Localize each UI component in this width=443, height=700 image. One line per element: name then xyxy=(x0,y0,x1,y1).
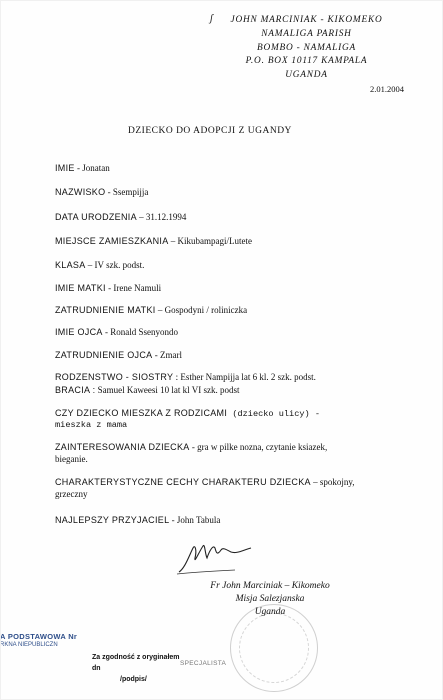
field-imie-ojca xyxy=(55,327,178,338)
field-label: ZAINTERESOWANIA DZIECKA xyxy=(55,442,190,452)
field-label: RODZENSTWO - SIOSTRY xyxy=(55,372,174,382)
letterhead xyxy=(204,14,409,97)
field-label: IMIE MATKI xyxy=(55,283,106,293)
signature-line: Misja Salezjanska xyxy=(235,594,305,604)
field-label: ZATRUDNIENIE OJCA xyxy=(55,350,153,360)
specialist-stamp: SPECJALISTA xyxy=(180,660,227,667)
field-label: NAJLEPSZY PRZYJACIEL xyxy=(55,515,170,525)
letterhead-line: JOHN MARCINIAK - KIKOMEKO xyxy=(230,15,383,25)
field-zatrudnienie-ojca xyxy=(55,350,182,361)
field-imie xyxy=(55,163,110,174)
signature-block xyxy=(205,580,335,619)
field-cechy-continuation xyxy=(55,489,87,500)
field-zatrudnienie-matki xyxy=(55,305,247,316)
stamp-text: A PODSTAWOWA Nr xyxy=(0,632,78,641)
field-value: – Gospodyni / roliniczka xyxy=(155,305,248,315)
document-title: DZIECKO DO ADOPCJI Z UGANDY xyxy=(128,126,292,136)
field-label: KLASA xyxy=(55,260,86,270)
field-value: grzeczny xyxy=(55,489,88,499)
field-label: CZY DZIECKO MIESZKA Z RODZICAMI xyxy=(55,408,228,418)
handwritten-signature xyxy=(175,538,255,578)
school-stamp xyxy=(0,633,78,700)
letterhead-line: P.O. BOX 10117 KAMPALA xyxy=(245,56,368,67)
letterhead-line: UGANDA xyxy=(285,70,328,81)
field-value: - gra w pilke nozna, czytanie ksiazek, xyxy=(189,442,328,452)
field-label: BRACIA : xyxy=(55,385,96,395)
certification-stamp xyxy=(92,652,180,685)
field-klasa xyxy=(55,260,144,271)
field-value: : Esther Nampijja lat 6 kl. 2 szk. podst. xyxy=(173,372,316,382)
field-najlepszy-przyjaciel xyxy=(55,515,220,526)
stamp-text: dn xyxy=(92,665,101,672)
field-value: - Ssempijja xyxy=(105,187,149,197)
signature-line: Uganda xyxy=(254,607,286,617)
letterhead-line: NAMALIGA PARISH xyxy=(261,28,352,39)
field-data-urodzenia xyxy=(55,212,186,223)
header-mark: ʃ xyxy=(210,13,213,24)
field-zainteresowania xyxy=(55,442,327,453)
field-value: – IV szk. podst. xyxy=(85,260,145,270)
field-label: ZATRUDNIENIE MATKI xyxy=(55,305,156,315)
field-value: – spokojny, xyxy=(310,477,355,487)
field-value: - Jonatan xyxy=(74,163,110,173)
field-nazwisko xyxy=(55,187,148,198)
field-label: IMIE xyxy=(55,163,75,173)
field-value: - Zmarl xyxy=(152,350,182,360)
field-value: mieszka z mama xyxy=(55,420,128,430)
letterhead-line: BOMBO - NAMALIGA xyxy=(256,42,357,53)
field-label: MIEJSCE ZAMIESZKANIA xyxy=(55,236,169,246)
field-zainteresowania-continuation xyxy=(55,454,88,465)
field-value: (dziecko ulicy) - xyxy=(227,409,320,419)
field-label: IMIE OJCA xyxy=(55,327,103,337)
field-cechy-charakteru xyxy=(55,477,354,488)
field-miejsce-zamieszkania xyxy=(55,236,252,247)
signature-line: Fr John Marciniak – Kikomeko xyxy=(210,581,330,591)
stamp-text: Za zgodność z oryginałem xyxy=(92,654,180,661)
stamp-text: /podpis/ xyxy=(120,676,147,683)
field-value: - Ronald Ssenyondo xyxy=(102,327,178,337)
field-value: bieganie. xyxy=(55,454,88,464)
field-value: – 31.12.1994 xyxy=(136,212,187,222)
field-mieszka-continuation xyxy=(55,419,127,431)
field-bracia xyxy=(55,385,239,396)
letter-date: 2.01.2004 xyxy=(370,83,404,94)
field-rodzenstwo xyxy=(55,372,316,383)
field-imie-matki xyxy=(55,283,161,294)
field-value: – Kikubampagi/Lutete xyxy=(168,236,253,246)
field-value: Samuel Kaweesi 10 lat kl VI szk. podst xyxy=(95,385,240,395)
field-label: NAZWISKO xyxy=(55,187,106,197)
stamp-text: RKNA NIEPUBLICZN xyxy=(0,642,58,648)
field-label: DATA URODZENIA xyxy=(55,212,137,222)
field-value: - John Tabula xyxy=(169,515,221,525)
field-label: CHARAKTERYSTYCZNE CECHY CHARAKTERU DZIECKA xyxy=(55,477,311,487)
field-value: - Irene Namuli xyxy=(105,283,162,293)
